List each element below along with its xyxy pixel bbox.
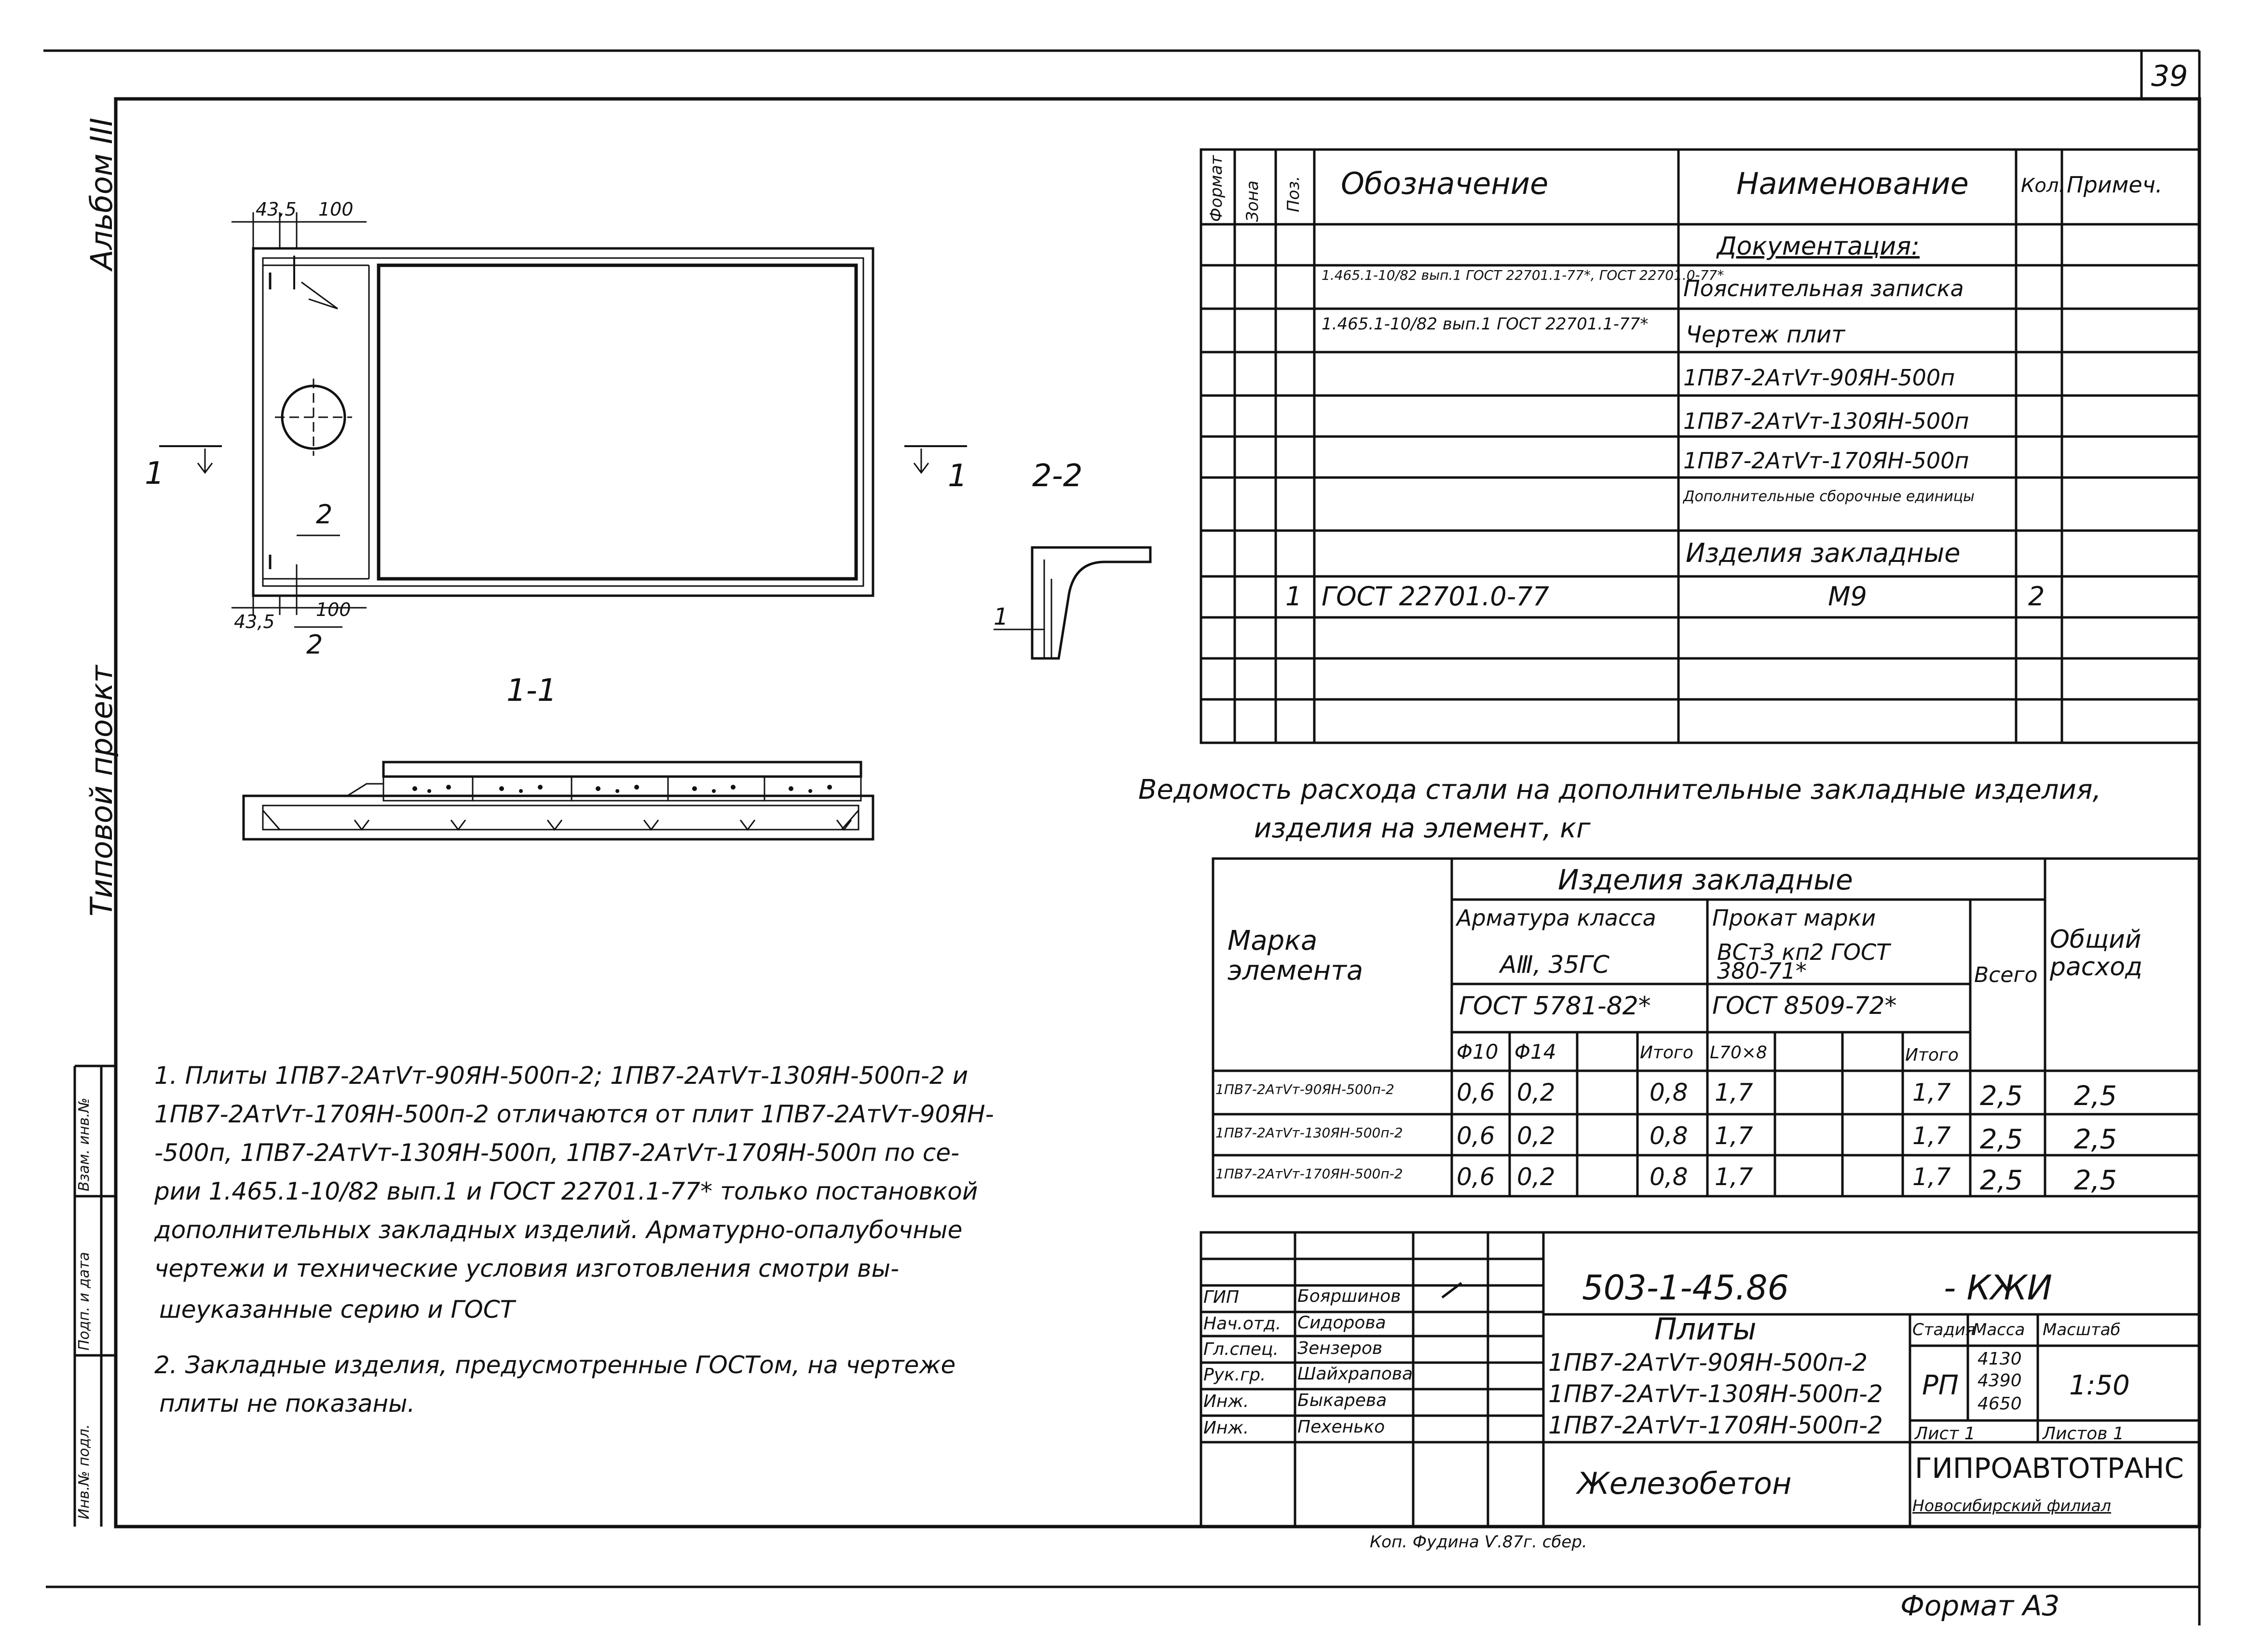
staff-1-name: Сидорова [1297,1313,1386,1333]
spec-h-qty: Кол. [2021,175,2065,197]
section-1-1-view [244,762,873,839]
spec-row-7-name: Изделия закладные [1686,538,1961,568]
tb-item-2: 1ПВ7-2АтⅤт-130ЯН-500п-2 [1548,1380,1883,1408]
tb-item-3: 1ПВ7-2АтⅤт-170ЯН-500п-2 [1548,1411,1883,1439]
steel-row-1-itogo2: 1,7 [1912,1122,1951,1150]
note-line-9: плиты не показаны. [159,1390,415,1418]
steel-table-grid [1213,859,2199,1196]
tb-mass-h: Масса [1973,1320,2025,1339]
spec-row-8-pos: 1 [1285,581,1302,612]
note-line-3: -500п, 1ПВ7-2АтⅤт-130ЯН-500п, 1ПВ7-2АтⅤт-170ЯН-500п по се- [154,1139,960,1167]
section-1-1-label: 1-1 [506,673,557,709]
steel-h-embedded: Изделия закладные [1558,863,1853,896]
steel-h-rebar-gost: ГОСТ 5781-82* [1459,992,1651,1021]
section-1-1-dots [412,785,832,793]
note-line-2: 1ПВ7-2АтⅤт-170ЯН-500п-2 отличаются от плит 1ПВ7-2АтⅤт-90ЯН- [154,1100,994,1128]
staff-4-name: Быкарева [1297,1391,1387,1410]
staff-1-role: Нач.отд. [1203,1314,1282,1334]
spec-row-1-designation: 1.465.1-10/82 вып.1 ГОСТ 22701.1-77*, ГОСТ 22701.0-77* [1322,267,1724,283]
steel-row-2-overall: 2,5 [2074,1165,2117,1196]
steel-sub-l70: L70×8 [1710,1043,1767,1063]
dim-bottom-left: 43,5 [234,611,275,632]
tb-branch: Новосибирский филиал [1912,1496,2111,1515]
steel-row-0-itogo2: 1,7 [1912,1079,1951,1106]
staff-5-role: Инж. [1203,1418,1249,1438]
steel-row-2-itogo2: 1,7 [1912,1163,1951,1191]
note-line-5: дополнительных закладных изделий. Арматурно-опалубочные [154,1216,963,1244]
side-stamp-inv: Инв.№ подл. [76,1424,93,1519]
note-line-7: шеуказанные серию и ГОСТ [159,1296,515,1324]
cut-mark-bottom: 2 [306,629,323,660]
steel-row-2-l70: 1,7 [1715,1163,1753,1191]
steel-h-rebar-class: Арматура класса [1457,905,1656,931]
spec-h-format: Формат [1207,155,1226,222]
section-mark-right: 1 [948,458,968,494]
staff-0-name: Бояршинов [1297,1286,1401,1306]
steel-row-1-d14: 0,2 [1517,1122,1555,1150]
steel-row-2-d14: 0,2 [1517,1163,1555,1191]
tb-mass-2: 4390 [1977,1371,2022,1391]
steel-h-rebar-grade: АⅢ, 35ГС [1500,951,1609,979]
tb-sheet: Лист 1 [1915,1424,1976,1444]
tb-sheets: Листов 1 [2043,1424,2124,1444]
steel-row-2-d10: 0,6 [1457,1163,1495,1191]
dim-top-right: 100 [318,199,354,220]
steel-row-0-total: 2,5 [1980,1080,2023,1112]
note-line-6: чертежи и технические условия изготовления смотри вы- [154,1255,900,1283]
steel-row-0-d10: 0,6 [1457,1079,1495,1106]
steel-row-1-mark: 1ПВ7-2АтⅤт-130ЯН-500п-2 [1215,1125,1403,1141]
album-label: Альбом III [84,117,119,270]
tb-title: Плиты [1654,1311,1757,1347]
plate-plan-view [159,212,967,627]
spec-row-8-name: М9 [1828,581,1867,612]
tb-mass-1: 4130 [1977,1349,2022,1369]
spec-row-0-name: Документация: [1717,232,1920,261]
copy-note: Коп. Фудина Ѵ.87г. сбер. [1370,1532,1587,1552]
spec-h-zone: Зона [1243,180,1262,222]
side-stamp-date: Подп. и дата [76,1252,93,1351]
section-2-2-label: 2-2 [1032,458,1083,494]
dim-top-left: 43,5 [256,199,297,220]
spec-row-6-name: Дополнительные сборочные единицы [1683,488,1975,505]
steel-title-line2: изделия на элемент, кг [1254,813,1591,844]
sheet-number: 39 [2151,59,2188,93]
steel-h-mark: Марка элемента [1227,925,1364,986]
tb-code: 503-1-45.86 [1582,1268,1789,1308]
steel-sub-itogo1: Итого [1640,1043,1693,1063]
leader-pos-1: 1 [994,603,1009,630]
section-mark-left: 1 [145,456,164,492]
steel-row-0-mark: 1ПВ7-2АтⅤт-90ЯН-500п-2 [1215,1081,1394,1097]
staff-2-role: Гл.спец. [1203,1339,1279,1359]
steel-title-line1: Ведомость расхода стали на дополнительные закладные изделия, [1138,774,2101,806]
spec-h-pos: Поз. [1284,176,1303,212]
spec-row-1-name: Пояснительная записка [1683,275,1964,301]
section-2-2-view [994,547,1150,658]
steel-h-overall: Общий расход [2050,925,2143,982]
steel-row-2-mark: 1ПВ7-2АтⅤт-170ЯН-500п-2 [1215,1166,1403,1182]
side-stamp-replace: Взам. инв.№ [76,1097,93,1191]
tb-stage: РП [1922,1370,1959,1401]
tb-stage-h: Стадия [1912,1320,1976,1339]
steel-sub-d10: Φ10 [1457,1040,1499,1064]
spec-row-3-name: 1ПВ7-2АтⅤт-90ЯН-500п [1683,365,1955,391]
tb-org: ГИПРОАВТОТРАНС [1915,1452,2184,1485]
spec-row-8-qty: 2 [2028,581,2045,612]
note-line-8: 2. Закладные изделия, предусмотренные ГОСТом, на чертеже [154,1351,956,1379]
steel-row-0-d14: 0,2 [1517,1079,1555,1106]
steel-row-0-l70: 1,7 [1715,1079,1753,1106]
steel-row-2-total: 2,5 [1980,1165,2023,1196]
steel-row-1-itogo1: 0,8 [1650,1122,1688,1150]
steel-row-2-itogo1: 0,8 [1650,1163,1688,1191]
staff-2-name: Зензеров [1297,1338,1383,1358]
spec-row-5-name: 1ПВ7-2АтⅤт-170ЯН-500п [1683,448,1969,474]
spec-h-note: Примеч. [2067,172,2163,198]
steel-h-total: Всего [1974,963,2038,987]
tb-scale-h: Масштаб [2043,1320,2121,1339]
steel-h-rolled-gost: ГОСТ 8509-72* [1712,992,1897,1020]
tb-item-1: 1ПВ7-2АтⅤт-90ЯН-500п-2 [1548,1349,1868,1377]
dim-bottom-right: 100 [316,599,351,620]
staff-3-name: Шайхрапова [1297,1364,1413,1384]
spec-table-grid [1201,150,2199,743]
steel-row-1-overall: 2,5 [2074,1124,2117,1155]
steel-row-0-itogo1: 0,8 [1650,1079,1688,1106]
steel-h-rolled-grade: ВСт3 кп2 ГОСТ 380-71* [1717,939,1890,984]
tb-mass-3: 4650 [1977,1394,2022,1414]
tb-material: Железобетон [1577,1466,1792,1501]
steel-row-1-l70: 1,7 [1715,1122,1753,1150]
note-line-1: 1. Плиты 1ПВ7-2АтⅤт-90ЯН-500п-2; 1ПВ7-2АтⅤт-130ЯН-500п-2 и [154,1062,968,1090]
note-line-4: рии 1.465.1-10/82 вып.1 и ГОСТ 22701.1-77* только постановкой [154,1177,978,1205]
staff-3-role: Рук.гр. [1203,1365,1266,1385]
format-label: Формат А3 [1900,1589,2060,1622]
steel-row-1-d10: 0,6 [1457,1122,1495,1150]
spec-row-2-designation: 1.465.1-10/82 вып.1 ГОСТ 22701.1-77* [1322,314,1649,334]
spec-row-4-name: 1ПВ7-2АтⅤт-130ЯН-500п [1683,408,1969,434]
staff-0-role: ГИП [1203,1287,1240,1307]
project-type-label: Типовой проект [84,665,119,916]
spec-h-name: Наименование [1736,166,1969,201]
staff-4-role: Инж. [1203,1392,1249,1411]
staff-5-name: Пехенько [1297,1417,1385,1437]
steel-sub-itogo2: Итого [1905,1045,1959,1065]
steel-row-0-overall: 2,5 [2074,1080,2117,1112]
steel-row-1-total: 2,5 [1980,1124,2023,1155]
spec-row-8-designation: ГОСТ 22701.0-77 [1322,581,1549,612]
tb-scale: 1:50 [2069,1370,2130,1401]
steel-sub-d14: Φ14 [1514,1040,1556,1064]
tb-suffix: - КЖИ [1944,1268,2052,1308]
spec-row-2-name: Чертеж плит [1686,321,1845,348]
cut-mark-top: 2 [316,499,333,530]
steel-h-rolled: Прокат марки [1712,905,1876,931]
spec-h-designation: Обозначение [1341,166,1549,201]
